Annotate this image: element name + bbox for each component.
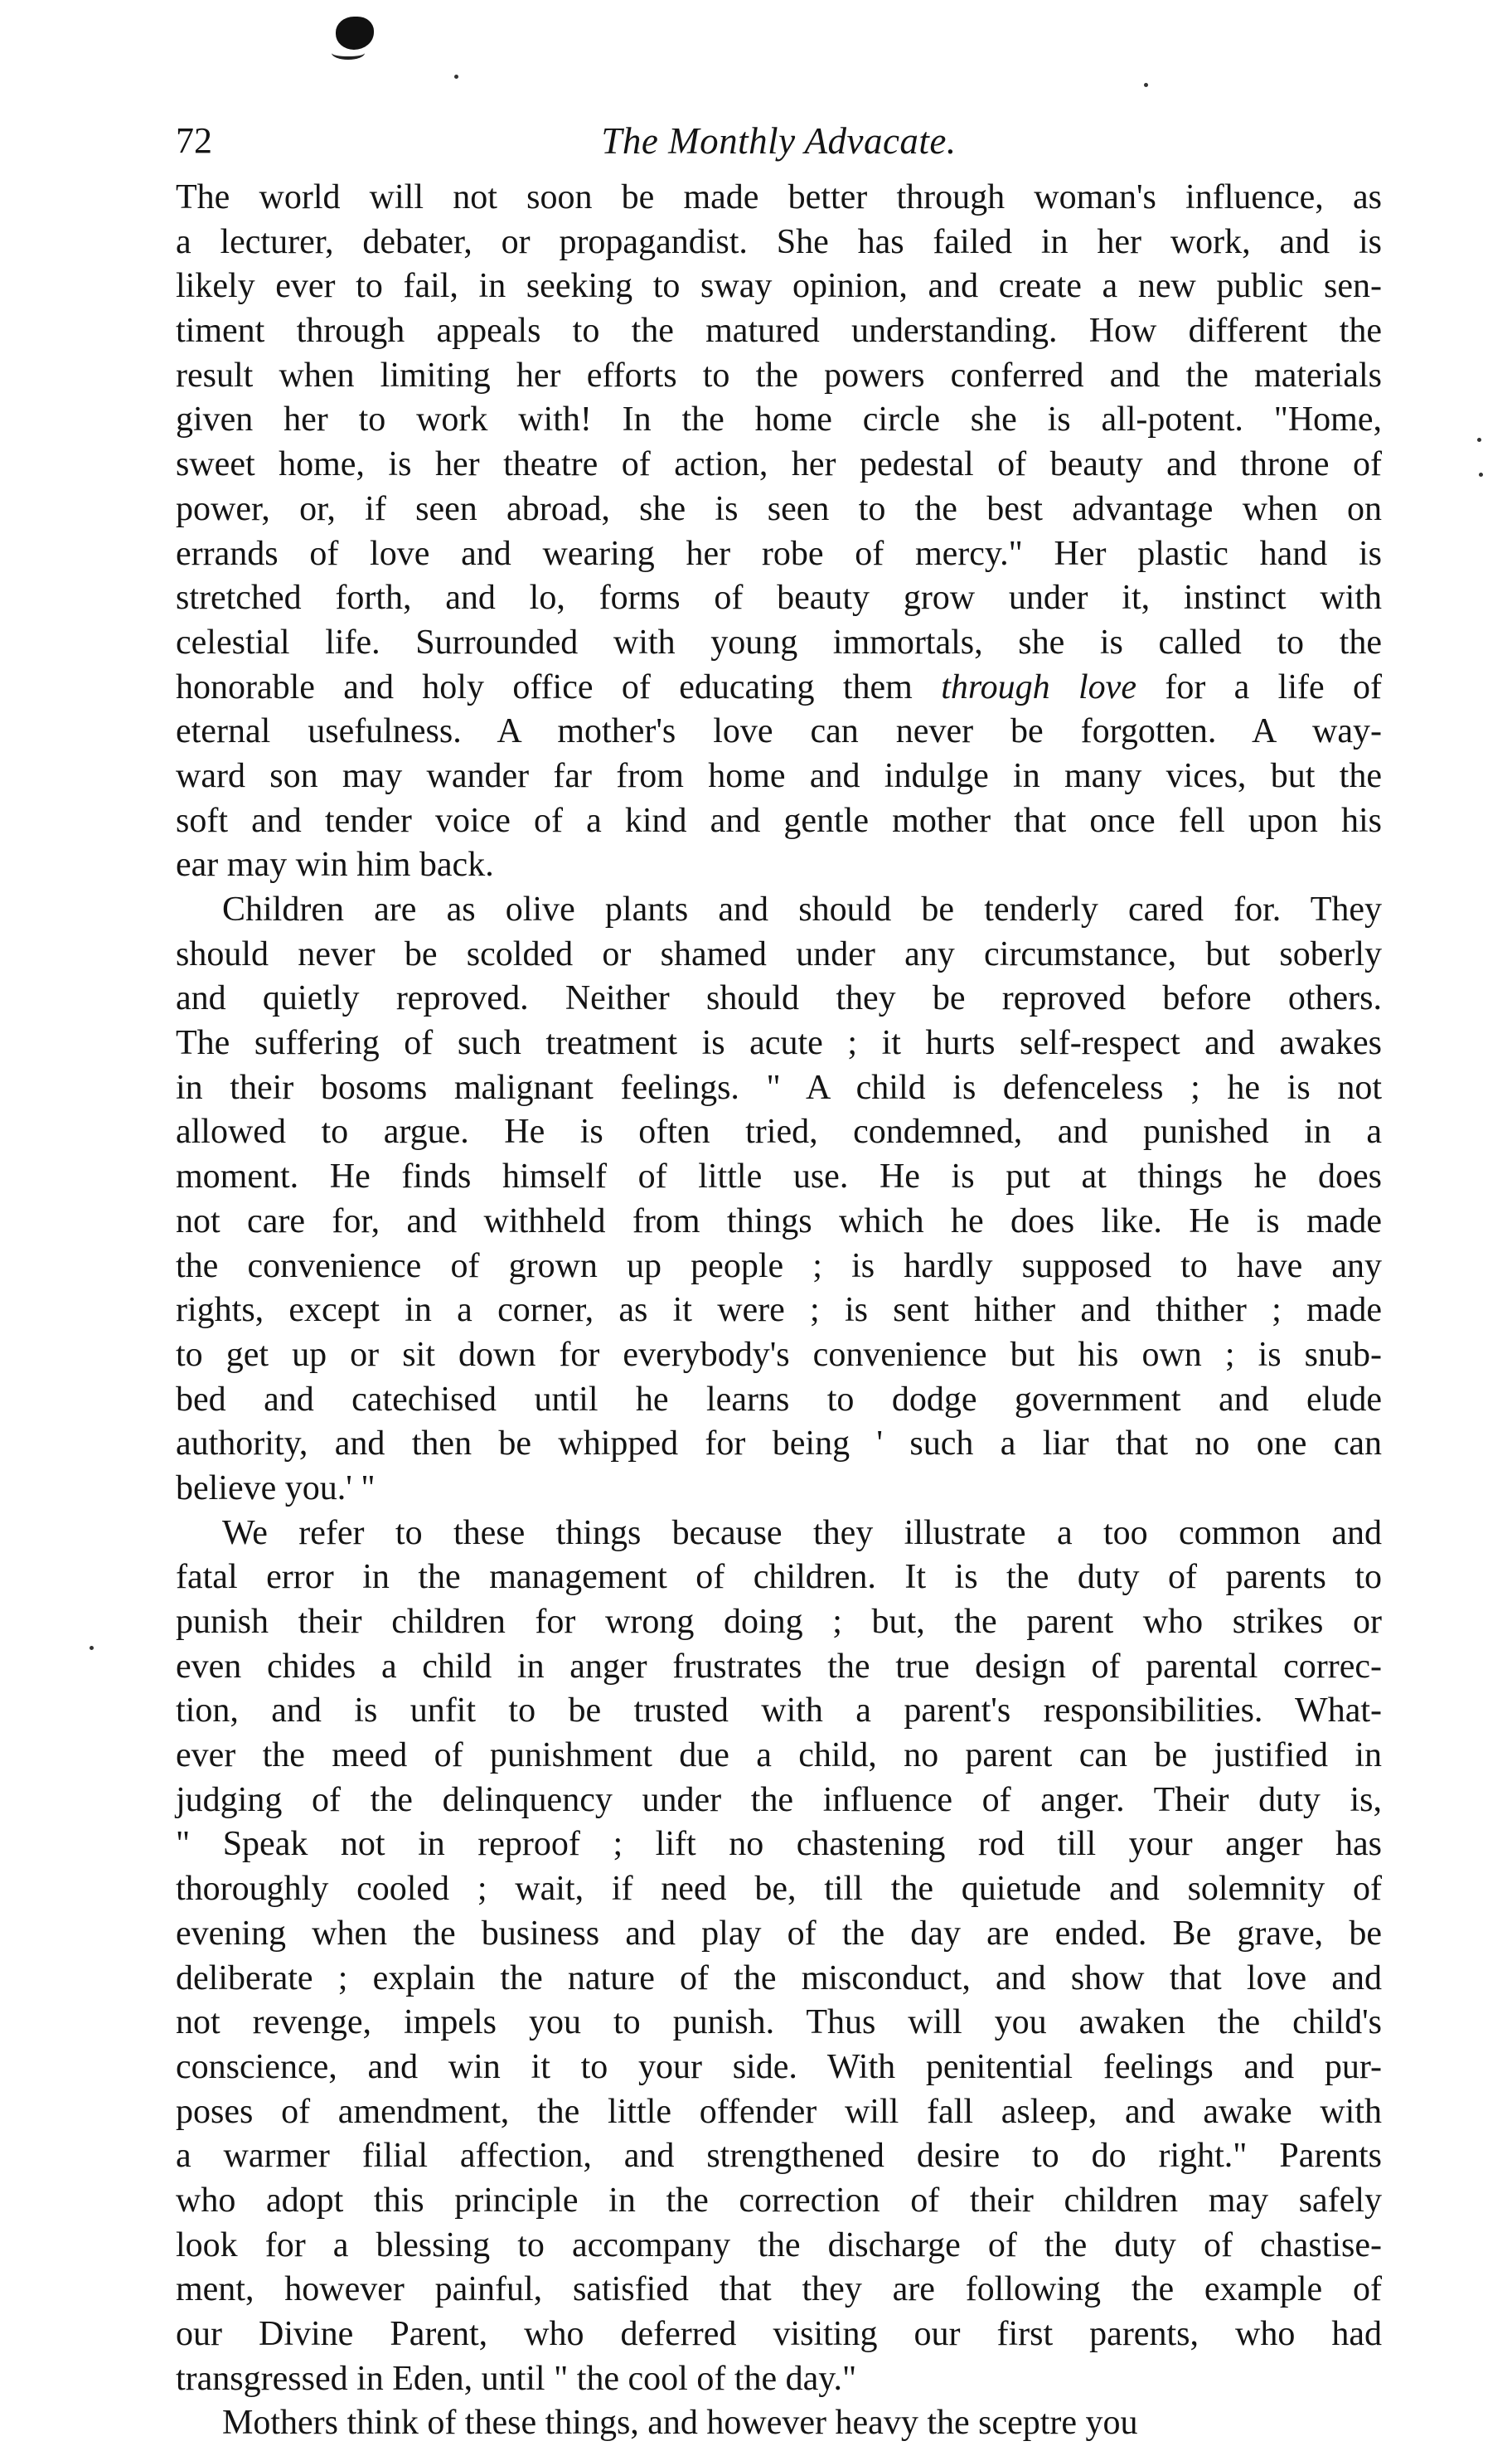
text-line: authority, and then be whipped for being ' such a liar that no one can <box>176 1424 1382 1463</box>
text-line: stretched forth, and lo, forms of beauty grow under it, instinct with <box>176 579 1382 618</box>
text-line: celestial life. Surrounded with young immortals, she is called to the <box>176 623 1382 662</box>
text-line: our Divine Parent, who deferred visiting our first parents, who had <box>176 2315 1382 2353</box>
text-line: punish their children for wrong doing ; but, the parent who strikes or <box>176 1603 1382 1641</box>
text-line: conscience, and win it to your side. With penitential feelings and pur- <box>176 2047 1382 2086</box>
ink-blot-mark <box>336 17 374 50</box>
text-line: likely ever to fail, in seeking to sway opinion, and create a new public sen- <box>176 267 1382 306</box>
text-line: the convenience of grown up people ; is hardly supposed to have any <box>176 1246 1382 1285</box>
text-line: fatal error in the management of children. It is the duty of parents to <box>176 1558 1382 1597</box>
text-line: in their bosoms malignant feelings. " A child is defenceless ; he is not <box>176 1068 1382 1107</box>
text-line: soft and tender voice of a kind and gentle mother that once fell upon his <box>176 801 1382 840</box>
article-body <box>176 176 1382 2446</box>
text-line: bed and catechised until he learns to dodge government and elude <box>176 1380 1382 1419</box>
text-line: evening when the business and play of the day are ended. Be grave, be <box>176 1914 1382 1953</box>
text-line: moment. He finds himself of little use. He is put at things he does <box>176 1157 1382 1196</box>
running-head <box>176 116 1382 166</box>
text-line: poses of amendment, the little offender will fall asleep, and awake with <box>176 2092 1382 2131</box>
text-line: look for a blessing to accompany the discharge of the duty of chastise- <box>176 2225 1382 2264</box>
ink-speck <box>1477 438 1481 442</box>
text-line: ment, however painful, satisfied that they are following the example of <box>176 2270 1382 2309</box>
text-line: result when limiting her efforts to the powers conferred and the materials <box>176 356 1382 395</box>
text-line: tion, and is unfit to be trusted with a parent's responsibilities. What- <box>176 1691 1382 1730</box>
text-line: " Speak not in reproof ; lift no chastening rod till your anger has <box>176 1825 1382 1864</box>
text-line: even chides a child in anger frustrates the true design of parental correc- <box>176 1647 1382 1686</box>
text-line: not care for, and withheld from things which he does like. He is made <box>176 1201 1382 1240</box>
text-line: given her to work with! In the home circle she is all-potent. "Home, <box>176 400 1382 439</box>
ink-speck <box>1479 473 1483 477</box>
text-line: a warmer filial affection, and strengthened desire to do right." Parents <box>176 2137 1382 2176</box>
text-line: deliberate ; explain the nature of the misconduct, and show that love and <box>176 1958 1382 1997</box>
text-line: believe you.' " <box>176 1468 376 1507</box>
ink-blot-tail <box>332 46 365 60</box>
text-line: rights, except in a corner, as it were ; is sent hither and thither ; made <box>176 1291 1382 1330</box>
text-line: We refer to these things because they illustrate a too common and <box>222 1513 1382 1552</box>
italic-phrase: through love <box>941 667 1136 706</box>
text-line: ward son may wander far from home and indulge in many vices, but the <box>176 756 1382 795</box>
text-line: and quietly reproved. Neither should they be reproved before others. <box>176 979 1382 1018</box>
text-line: power, or, if seen abroad, she is seen to the best advantage when on <box>176 489 1382 528</box>
text-line: judging of the delinquency under the influence of anger. Their duty is, <box>176 1780 1382 1819</box>
journal-title: The Monthly Advacate. <box>601 120 957 162</box>
ink-speck <box>1144 83 1148 87</box>
text-line: honorable and holy office of educating them through love for a life of <box>176 667 1382 706</box>
text-line: Mothers think of these things, and however heavy the sceptre you <box>222 2404 1138 2443</box>
text-line: to get up or sit down for everybody's convenience but his own ; is snub- <box>176 1335 1382 1374</box>
page-number: 72 <box>176 120 212 161</box>
text-line: eternal usefulness. A mother's love can never be forgotten. A way- <box>176 712 1382 751</box>
text-line: Children are as olive plants and should be tenderly cared for. They <box>222 891 1382 929</box>
text-line: a lecturer, debater, or propagandist. She has failed in her work, and is <box>176 222 1382 261</box>
text-line: sweet home, is her theatre of action, her pedestal of beauty and throne of <box>176 445 1382 484</box>
text-line: who adopt this principle in the correction of their children may safely <box>176 2181 1382 2220</box>
ink-speck <box>90 1646 94 1650</box>
text-line: errands of love and wearing her robe of mercy." Her plastic hand is <box>176 534 1382 573</box>
text-line: allowed to argue. He is often tried, condemned, and punished in a <box>176 1113 1382 1152</box>
text-line: thoroughly cooled ; wait, if need be, till the quietude and solemnity of <box>176 1870 1382 1909</box>
ink-speck <box>454 75 458 79</box>
text-line: transgressed in Eden, until " the cool of the day." <box>176 2359 857 2398</box>
text-line: The world will not soon be made better through woman's influence, as <box>176 178 1382 216</box>
text-line: should never be scolded or shamed under any circumstance, but soberly <box>176 934 1382 973</box>
text-line: ever the meed of punishment due a child, no parent can be justified in <box>176 1736 1382 1775</box>
text-line: ear may win him back. <box>176 846 494 885</box>
text-line: The suffering of such treatment is acute ; it hurts self-respect and awakes <box>176 1024 1382 1063</box>
text-line: timent through appeals to the matured understanding. How different the <box>176 312 1382 351</box>
text-line: not revenge, impels you to punish. Thus will you awaken the child's <box>176 2003 1382 2042</box>
